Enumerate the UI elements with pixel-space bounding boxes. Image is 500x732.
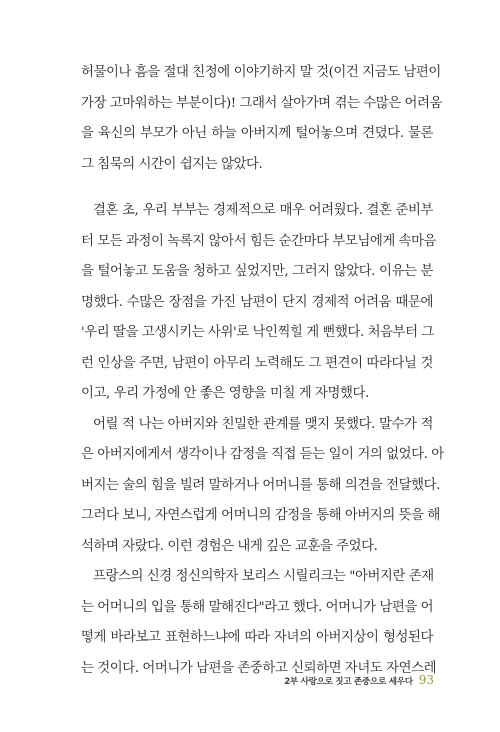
text-line: 을 털어놓고 도움을 청하고 싶었지만, 그러지 않았다. 이유는 분 xyxy=(81,264,433,279)
text-line: 결혼 초, 우리 부부는 경제적으로 매우 어려웠다. 결혼 준비부 xyxy=(93,203,433,218)
text-line: 터 모든 과정이 녹록지 않아서 힘든 순간마다 부모님에게 속마음 xyxy=(81,233,437,249)
text-line: 가장 고마워하는 부분이다)! 그래서 살아가며 겪는 수많은 어려움 xyxy=(81,95,442,111)
body-paragraphs xyxy=(81,196,444,684)
text-line: 석하며 자랐다. 이런 경험은 내게 깊은 교훈을 주었다. xyxy=(81,538,378,554)
running-footer-title: 2부 사랑으로 짓고 존중으로 세우다 xyxy=(284,677,413,687)
text-line: 이고, 우리 가정에 안 좋은 영향을 미칠 게 자명했다. xyxy=(81,386,369,401)
text-line: 프랑스의 신경 정신의학자 보리스 시릴리크는 "아버지란 존재 xyxy=(93,569,434,584)
text-line: 떻게 바라보고 표현하느냐에 따라 자녀의 아버지상이 형성된다 xyxy=(81,630,433,645)
text-line: '우리 딸을 고생시키는 사위'로 낙인찍힐 게 뻔했다. 처음부터 그 xyxy=(81,325,434,340)
text-line: 그 침묵의 시간이 쉽지는 않았다. xyxy=(81,156,263,172)
paragraph-continuation xyxy=(81,58,442,180)
text-line: 는 것이다. 어머니가 남편을 존중하고 신뢰하면 자녀도 자연스레 xyxy=(81,660,437,676)
text-line: 명했다. 수많은 장점을 가진 남편이 단지 경제적 어려움 때문에 xyxy=(81,294,433,310)
text-line: 은 아버지에게서 생각이나 감정을 직접 듣는 일이 거의 없었다. 아 xyxy=(81,447,444,462)
text-line: 허물이나 흠을 절대 친정에 이야기하지 말 것(이건 지금도 남편이 xyxy=(81,65,441,80)
page-number: 93 xyxy=(418,673,434,687)
page-footer xyxy=(284,673,434,693)
text-line: 는 어머니의 입을 통해 말해진다"라고 했다. 어머니가 남편을 어 xyxy=(81,599,434,615)
text-line: 어릴 적 나는 아버지와 친밀한 관계를 맺지 못했다. 말수가 적 xyxy=(93,416,433,432)
text-line: 런 인상을 주면, 남편이 아무리 노력해도 그 편견이 따라다닐 것 xyxy=(81,355,433,371)
text-line: 그러다 보니, 자연스럽게 어머니의 감정을 통해 아버지의 뜻을 해 xyxy=(81,508,440,523)
text-line: 버지는 술의 힘을 빌려 말하거나 어머니를 통해 의견을 전달했다. xyxy=(81,477,440,493)
text-line: 을 육신의 부모가 아닌 하늘 아버지께 털어놓으며 견뎠다. 물론 xyxy=(81,126,433,141)
